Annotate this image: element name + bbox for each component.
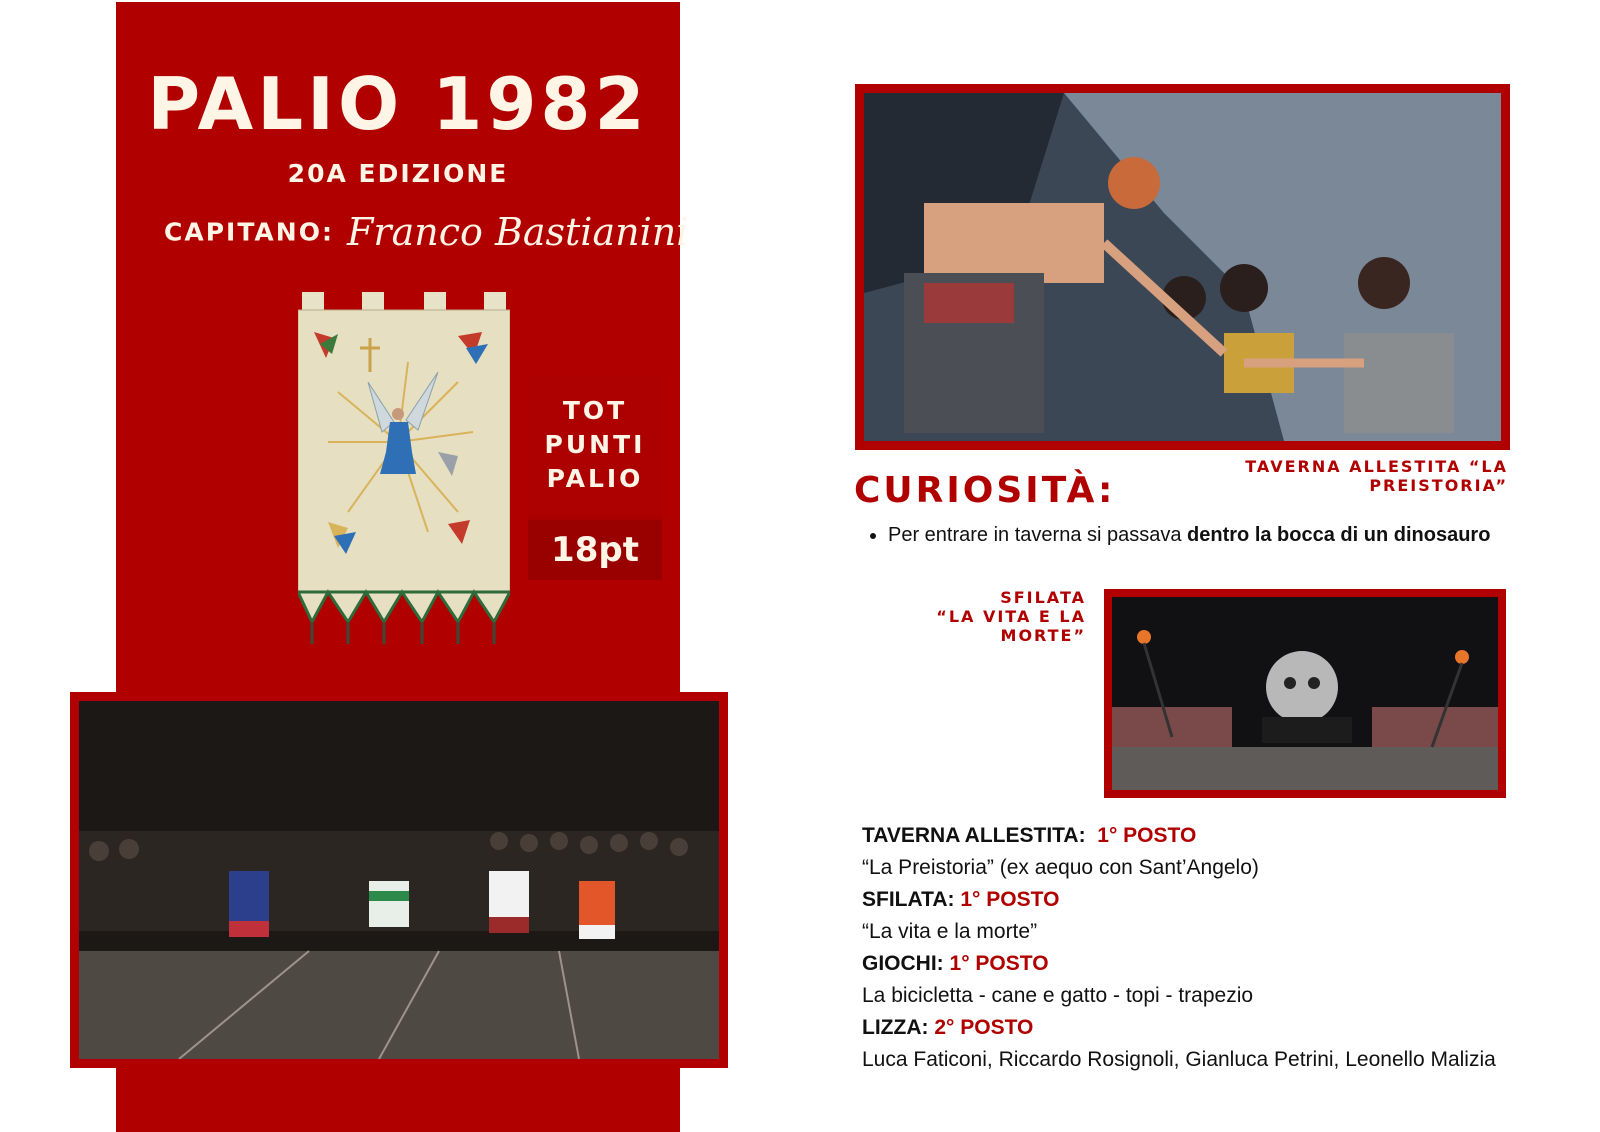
sfilata-photo	[1112, 597, 1498, 790]
result-lizza-position: 2° POSTO	[934, 1016, 1034, 1039]
taverna-photo-frame	[855, 84, 1510, 450]
taverna-caption: TAVERNA ALLESTITA “LA PREISTORIA”	[1245, 457, 1508, 495]
race-photo	[79, 701, 719, 1059]
result-taverna-heading	[862, 820, 1496, 852]
results-list	[862, 820, 1496, 1076]
edition-label: 20A EDIZIONE	[287, 159, 509, 188]
points-label-line1: TOT	[562, 396, 628, 425]
captain-label: CAPITANO:	[164, 217, 334, 247]
page-title: PALIO 1982	[147, 62, 649, 146]
race-photo-illustration	[79, 701, 719, 1059]
result-sfilata-label: SFILATA:	[862, 888, 955, 911]
result-lizza-detail: Luca Faticoni, Riccardo Rosignoli, Gianluca Petrini, Leonello Malizia	[862, 1048, 1496, 1071]
curiosita-title: CURIOSITÀ:	[854, 470, 1116, 511]
curiosita-item-text: Per entrare in taverna si passava	[888, 524, 1188, 546]
result-sfilata-detail: “La vita e la morte”	[862, 920, 1038, 943]
result-sfilata-heading	[862, 884, 1496, 916]
curiosita-list	[860, 524, 1490, 547]
points-label-line2: PUNTI	[544, 430, 646, 459]
curiosita-item-bold: dentro la bocca di un dinosauro	[1187, 524, 1491, 546]
points-label	[528, 376, 662, 516]
sfilata-photo-frame	[1104, 589, 1506, 798]
taverna-preistoria-photo	[864, 93, 1501, 441]
sfilata-caption-line1: SFILATA	[1000, 588, 1086, 607]
result-giochi-position: 1° POSTO	[949, 952, 1049, 975]
captain-row	[164, 210, 689, 254]
result-taverna-label: TAVERNA ALLESTITA:	[862, 824, 1086, 847]
result-lizza-heading	[862, 1012, 1496, 1044]
result-giochi-detail: La bicicletta - cane e gatto - topi - trapezio	[862, 984, 1254, 1007]
result-taverna-position: 1° POSTO	[1097, 824, 1197, 847]
taverna-photo-illustration	[864, 93, 1501, 441]
captain-name: Franco Bastianini	[347, 210, 689, 254]
result-lizza-label: LIZZA:	[862, 1016, 929, 1039]
result-sfilata-position: 1° POSTO	[960, 888, 1060, 911]
points-value: 18pt	[528, 520, 662, 580]
result-taverna-detail: “La Preistoria” (ex aequo con Sant’Angelo)	[862, 856, 1259, 879]
points-box	[528, 376, 662, 578]
points-label-line3: PALIO	[546, 464, 644, 493]
sfilata-caption	[846, 588, 1086, 645]
curiosita-item	[888, 524, 1490, 547]
result-giochi-label: GIOCHI:	[862, 952, 944, 975]
result-giochi-heading	[862, 948, 1496, 980]
sfilata-photo-illustration	[1112, 597, 1498, 790]
palio-banner-image	[298, 292, 510, 662]
sfilata-caption-line2: “LA VITA E LA MORTE”	[936, 607, 1086, 645]
race-photo-frame	[70, 692, 728, 1068]
